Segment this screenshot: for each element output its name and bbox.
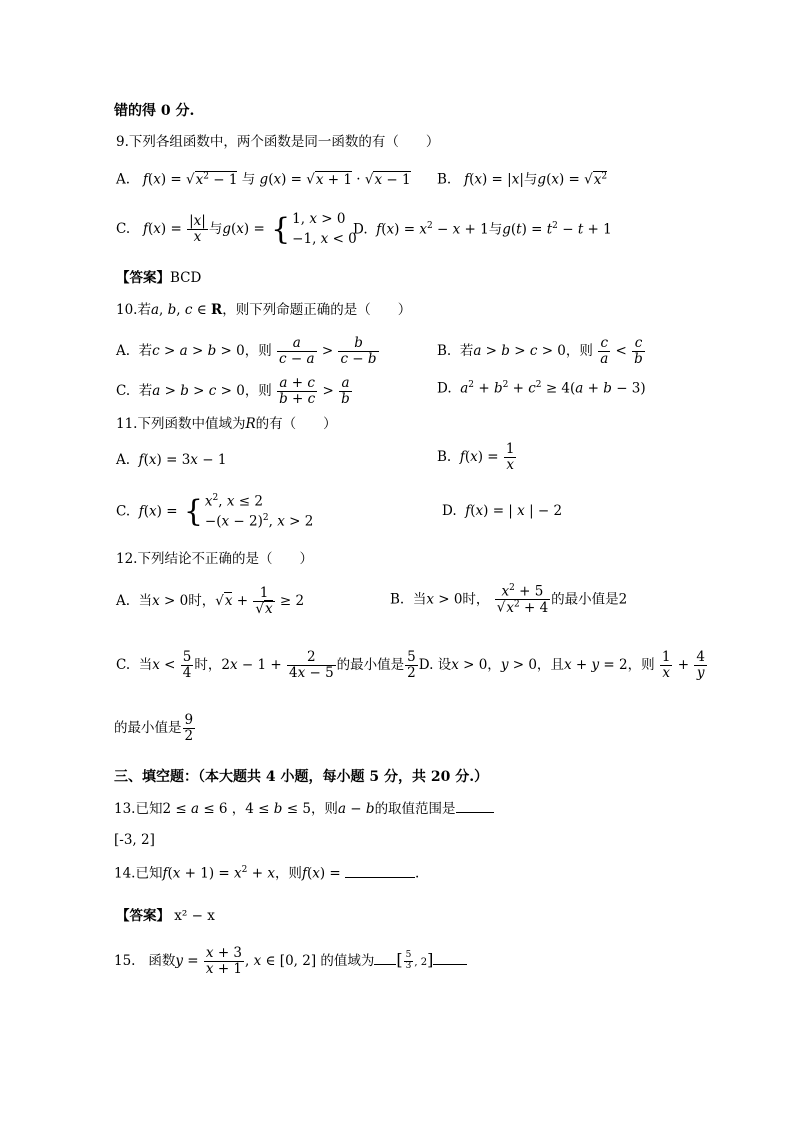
q14-answer — [116, 910, 215, 924]
with-text: 与 — [241, 171, 256, 188]
with-text: 与 — [208, 221, 223, 238]
q11-option-c: C. f(x) = { $x^2$, x ≤ 2 $-(x - 2)^2$, x > 2 — [116, 493, 314, 530]
and-text: 且 — [550, 656, 564, 673]
q10-stem: 10.若a, b, c ∈ R，则下列命题正确的是（ ） — [116, 302, 412, 318]
stem-suffix: 的取值范围是 — [374, 801, 456, 817]
answer-blank-right — [433, 964, 467, 965]
with-text: 与 — [488, 221, 503, 238]
stem-prefix: 14.已知 — [114, 865, 163, 882]
q12-option-b: B. 当x > 0时， $\frac{x^2 + 5}{√x^2 + 4}$ 的最小值是2 — [390, 583, 628, 616]
q14-stem: 14.已知$f(x + 1) = x^2 + x$，则f(x) = . — [114, 865, 420, 882]
option-label: A. — [116, 171, 131, 188]
q11-option-b: B. f(x) = $\frac{1}{x}$ — [437, 441, 515, 473]
option-label: B. — [390, 591, 405, 608]
intro-line: 错的得 0 分. — [114, 103, 195, 119]
q11-option-d: D. f(x) = | x | − 2 — [442, 503, 563, 519]
q9-answer — [116, 272, 201, 286]
option-label: C. — [116, 656, 131, 673]
section-3-title: 三、填空题：（本大题共 4 小题，每小题 5 分，共 20 分.） — [114, 769, 489, 785]
q12-option-d-tail: 的最小值是 $\frac{9}{2}$ — [114, 712, 194, 744]
option-label: B. — [437, 342, 452, 359]
min-is-text: 的最小值是 — [114, 719, 182, 736]
q12-stem: 12.下列结论不正确的是（ ） — [116, 551, 313, 567]
q10-option-b: B. 若a > b > c > 0，则 $\frac{c}{a}$ < $\frac{c}{b}$ — [437, 335, 643, 367]
answer-blank-left — [374, 964, 396, 965]
stem-prefix: 11.下列函数中值域为 — [116, 416, 246, 432]
answer-value: x² − x — [174, 908, 215, 924]
q15-stem: 15. 函数y = $\frac{x + 3}{x + 1}$ , x ∈ [0, 2] 的值域为 [ $\frac{5}{3}$ , 2] — [114, 946, 467, 977]
when-text: 当 — [412, 591, 427, 608]
q12-option-c: C. 当x < $\frac{5}{4}$ 时，2x − 1 + $\frac{2}{4x - 5}$ 的最小值是 $\frac{5}{2}$ D. 设x > 0，y > 0，且x + y = 2，则 $\frac{1}{x}$ + $\frac{4}{y}$ — [116, 649, 705, 681]
then-text: ，则 — [244, 342, 272, 359]
answer-blank[interactable] — [345, 877, 415, 878]
q11-stem: 11.下列函数中值域为R的有（ ） — [116, 416, 337, 432]
stem-prefix: 13.已知 — [114, 801, 163, 817]
if-text: 若 — [138, 382, 153, 399]
q10-option-c: C. 若a > b > c > 0，则 $\frac{a + c}{b + c}$ > $\frac{a}{b}$ — [116, 375, 350, 407]
answer-tag: 【答案】 — [116, 270, 170, 286]
then-text: ，则 — [244, 382, 272, 399]
option-label: D. — [437, 380, 452, 397]
option-label: D. — [418, 656, 434, 673]
then-text: ，则 — [274, 865, 302, 882]
option-label: A. — [116, 452, 131, 468]
stem-suffix: ，则下列命题正确的是（ ） — [222, 302, 412, 318]
q12-option-a: A. 当x > 0时，√x + $\frac{1}{√x}$ ≥ 2 — [116, 585, 305, 617]
if-text: 若 — [459, 342, 474, 359]
min-is-text: 的最小值是 — [336, 656, 405, 673]
stem-prefix: 10.若 — [116, 302, 151, 318]
q9-option-d: D. $f(x) = x^2 - x + 1$与$g(t) = t^2 - t + 1$ — [353, 221, 612, 238]
q9-option-c: C. f(x) = $\frac{|x|}{x}$ 与g(x) = { 1, x > 0 −1, x < 0 — [116, 211, 357, 247]
when-text: 当 — [138, 656, 153, 673]
option-label: A. — [116, 342, 131, 359]
option-label: B. — [437, 171, 452, 188]
answer-value: BCD — [170, 270, 202, 286]
stem-prefix: 函数 — [148, 952, 176, 969]
stem-suffix: 的有（ ） — [255, 416, 337, 432]
time-text: 时， — [194, 656, 222, 673]
question-number: 15. — [114, 952, 136, 969]
time-text: 时， — [188, 592, 216, 609]
then-text: ，则 — [565, 342, 593, 359]
then-text: ，则 — [310, 801, 338, 817]
option-label: C. — [116, 221, 131, 238]
q13-stem: 13.已知2 ≤ a ≤ 6 ，4 ≤ b ≤ 5，则a − b的取值范围是 — [114, 803, 494, 817]
min-is-text: 的最小值是 — [551, 591, 619, 608]
q10-option-a: A. 若c > a > b > 0，则 $\frac{a}{c - a}$ > $\frac{b}{c - b}$ — [116, 335, 377, 367]
stem-suffix: 的值域为 — [320, 952, 375, 969]
answer-tag: 【答案】 — [116, 908, 170, 924]
then-text: ，则 — [627, 656, 655, 673]
q11-option-a: A. f(x) = 3x − 1 — [116, 452, 227, 468]
time-text: 时， — [462, 591, 490, 608]
q9-option-a: A. $f(x) = √x^2 - 1$ 与 g(x) = √x + 1 · √x − 1 — [116, 171, 411, 188]
option-label: D. — [442, 503, 457, 519]
option-label: A. — [116, 592, 131, 609]
if-text: 若 — [138, 342, 153, 359]
let-text: 设 — [437, 656, 452, 673]
option-label: B. — [437, 448, 452, 465]
q10-option-d: D. $a^2 + b^2 + c^2 \ge 4(a + b - 3)$ — [437, 380, 646, 397]
q13-answer: [-3, 2] — [114, 832, 155, 848]
option-label: D. — [353, 221, 368, 238]
option-label: C. — [116, 503, 131, 520]
answer-blank[interactable] — [456, 812, 494, 813]
when-text: 当 — [138, 592, 153, 609]
option-label: C. — [116, 382, 131, 399]
with-text: 与 — [523, 171, 538, 188]
q9-stem: 9.下列各组函数中，两个函数是同一函数的有（ ） — [116, 134, 440, 150]
q9-option-b: B. f(x) = |x|与$g(x) = √x^2$ — [437, 171, 608, 188]
